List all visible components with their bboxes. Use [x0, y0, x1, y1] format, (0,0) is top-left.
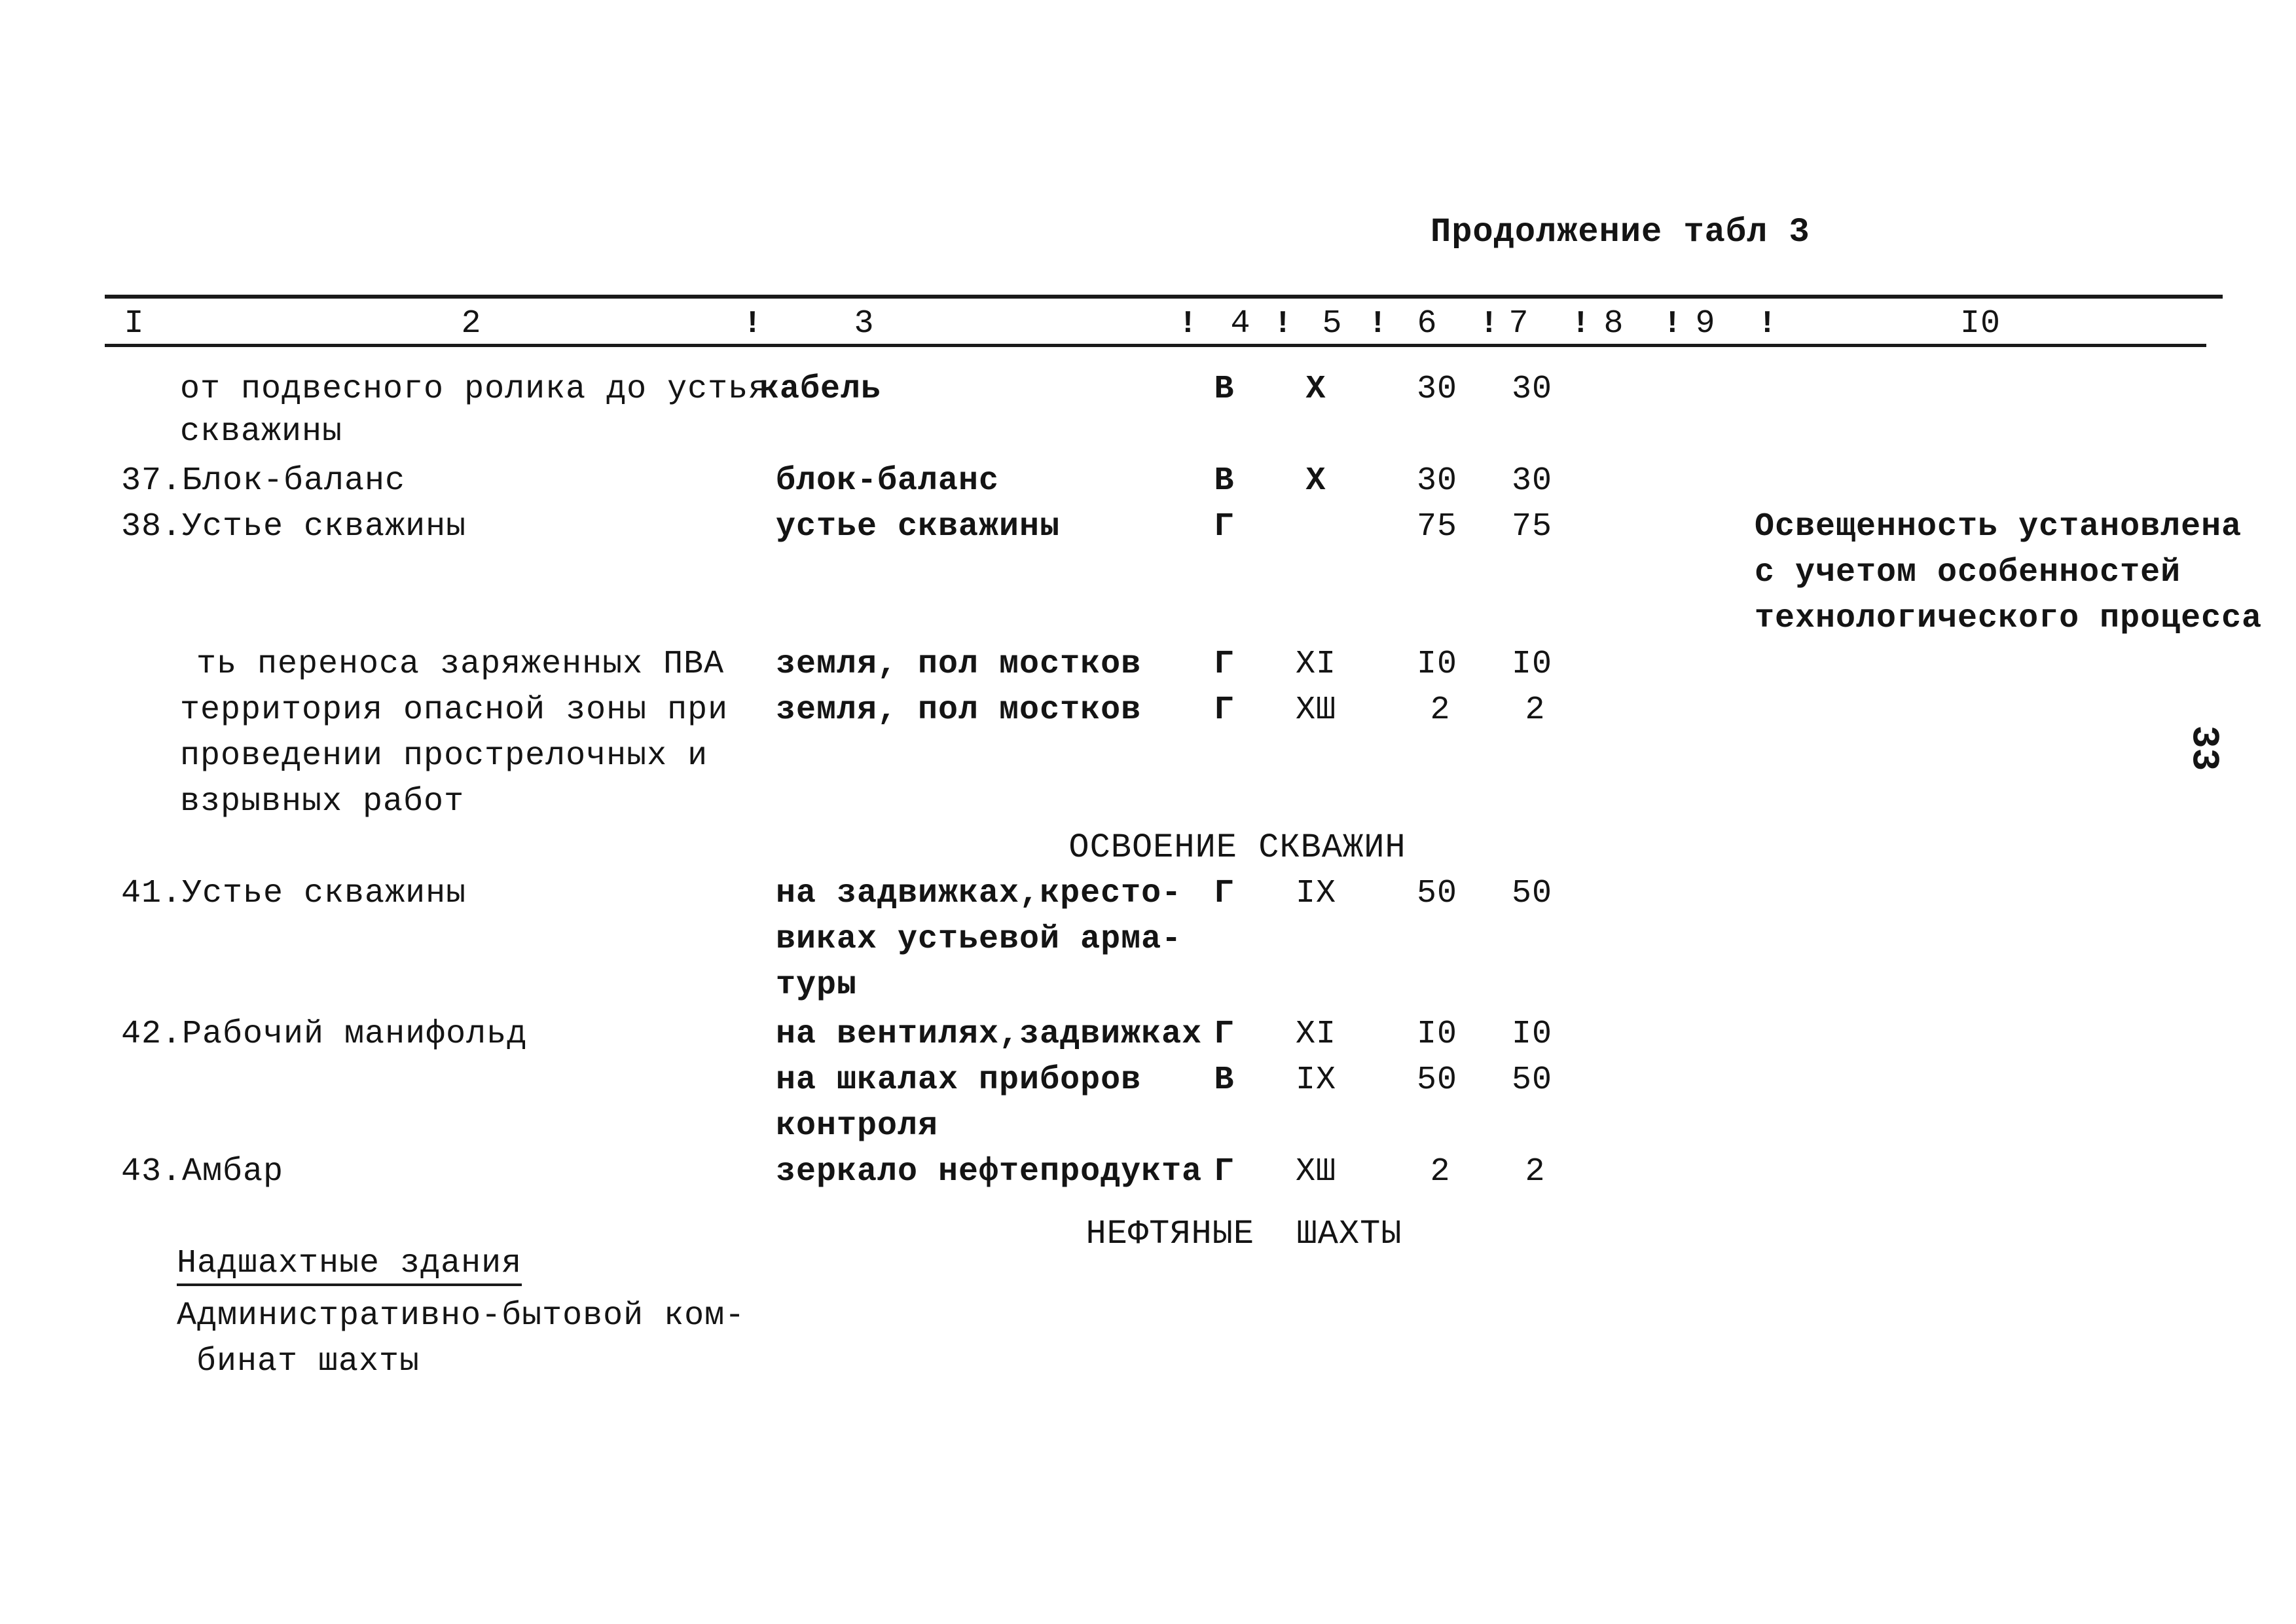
row-c6: 2 [1430, 1153, 1451, 1190]
header-bottom-rule [105, 344, 2206, 347]
row-c7: I0 [1511, 1016, 1553, 1053]
row-surface: зеркало нефтепродукта [776, 1153, 1203, 1190]
row-c4: Г [1214, 646, 1235, 683]
row-c7: 2 [1525, 692, 1546, 729]
header-col-3: 3 [854, 305, 875, 342]
row-c4: Г [1214, 875, 1235, 912]
header-col-9: 9 [1695, 305, 1716, 342]
row-surface: контроля [776, 1107, 939, 1145]
row-c7: I0 [1511, 646, 1553, 683]
row-name: проведении прострелочных и [180, 737, 708, 775]
row-name: территория опасной зоны при [180, 692, 729, 729]
header-separator: ! [743, 306, 762, 342]
row-c7: 75 [1511, 508, 1553, 545]
row-c5: ХШ [1295, 1153, 1337, 1190]
row-c6: 30 [1416, 462, 1458, 500]
row-c4: В [1214, 1061, 1235, 1099]
row-name-cont: скважины [180, 413, 343, 451]
row-name: 38.Устье скважины [121, 508, 467, 545]
header-separator: ! [1368, 306, 1387, 342]
section-heading: ОСВОЕНИЕ СКВАЖИН [1068, 828, 1406, 867]
header-col-7: 7 [1508, 305, 1529, 342]
row-note: с учетом особенностей [1755, 554, 2181, 591]
page-number: 33 [2181, 725, 2225, 771]
row-surface: на задвижках,кресто- [776, 875, 1182, 912]
header-col-6: 6 [1417, 305, 1438, 342]
row-c4: В [1214, 371, 1235, 408]
row-note: технологического процесса [1755, 600, 2263, 637]
row-name: взрывных работ [180, 783, 465, 821]
row-surface: земля, пол мостков [776, 646, 1142, 683]
row-surface: туры [776, 967, 858, 1004]
row-c6: 50 [1416, 1061, 1458, 1099]
row-name: ть переноса заряженных ПВА [196, 646, 725, 683]
row-name: от подвесного ролика до устья [180, 371, 769, 408]
row-c6: 2 [1430, 692, 1451, 729]
row-c7: 50 [1511, 875, 1553, 912]
row-surface: на шкалах приборов [776, 1061, 1142, 1099]
row-name: 41.Устье скважины [121, 875, 467, 912]
row-c7: 2 [1525, 1153, 1546, 1190]
row-c4: Г [1214, 1153, 1235, 1190]
row-name: 42.Рабочий манифольд [121, 1016, 528, 1053]
row-surface: на вентилях,задвижках [776, 1016, 1203, 1053]
row-c4: Г [1214, 1016, 1235, 1053]
header-col-5: 5 [1322, 305, 1343, 342]
row-c5: ХШ [1295, 692, 1337, 729]
row-surface: устье скважины [776, 508, 1061, 545]
row-name: Административно-бытовой ком- [177, 1297, 746, 1335]
row-c5: IХ [1295, 1061, 1337, 1099]
header-separator: ! [1758, 306, 1777, 342]
row-c5: Х [1305, 371, 1326, 408]
row-surface: кабель [759, 371, 882, 408]
header-separator: ! [1178, 306, 1197, 342]
row-note: Освещенность установлена [1755, 508, 2242, 545]
header-separator: ! [1663, 306, 1682, 342]
section-heading: НЕФТЯНЫЕ ШАХТЫ [1085, 1215, 1402, 1253]
row-c6: I0 [1416, 646, 1458, 683]
row-c5: Х [1305, 462, 1326, 500]
row-c5: IХ [1295, 875, 1337, 912]
row-surface: блок-баланс [776, 462, 1000, 500]
row-c6: I0 [1416, 1016, 1458, 1053]
header-separator: ! [1273, 306, 1292, 342]
row-c7: 30 [1511, 371, 1553, 408]
row-c5: ХI [1295, 646, 1337, 683]
row-c4: Г [1214, 692, 1235, 729]
row-c7: 50 [1511, 1061, 1553, 1099]
header-col-4: 4 [1230, 305, 1251, 342]
row-name: бинат шахты [196, 1343, 420, 1380]
row-c4: В [1214, 462, 1235, 500]
header-separator: ! [1571, 306, 1590, 342]
header-top-rule [105, 295, 2223, 299]
subsection-heading: Надшахтные здания [177, 1244, 522, 1286]
row-surface: виках устьевой арма- [776, 921, 1182, 958]
row-surface: земля, пол мостков [776, 692, 1142, 729]
row-name: 43.Амбар [121, 1153, 284, 1190]
row-c6: 50 [1416, 875, 1458, 912]
header-separator: ! [1480, 306, 1499, 342]
row-c6: 75 [1416, 508, 1458, 545]
row-c7: 30 [1511, 462, 1553, 500]
header-col-8: 8 [1603, 305, 1624, 342]
header-col-1: I [124, 305, 145, 342]
header-col-10: I0 [1959, 305, 2001, 342]
row-c6: 30 [1416, 371, 1458, 408]
header-col-2: 2 [461, 305, 482, 342]
row-c5: ХI [1295, 1016, 1337, 1053]
row-c4: Г [1214, 508, 1235, 545]
row-name: 37.Блок-баланс [121, 462, 406, 500]
continuation-title: Продолжение табл 3 [1430, 213, 1810, 251]
